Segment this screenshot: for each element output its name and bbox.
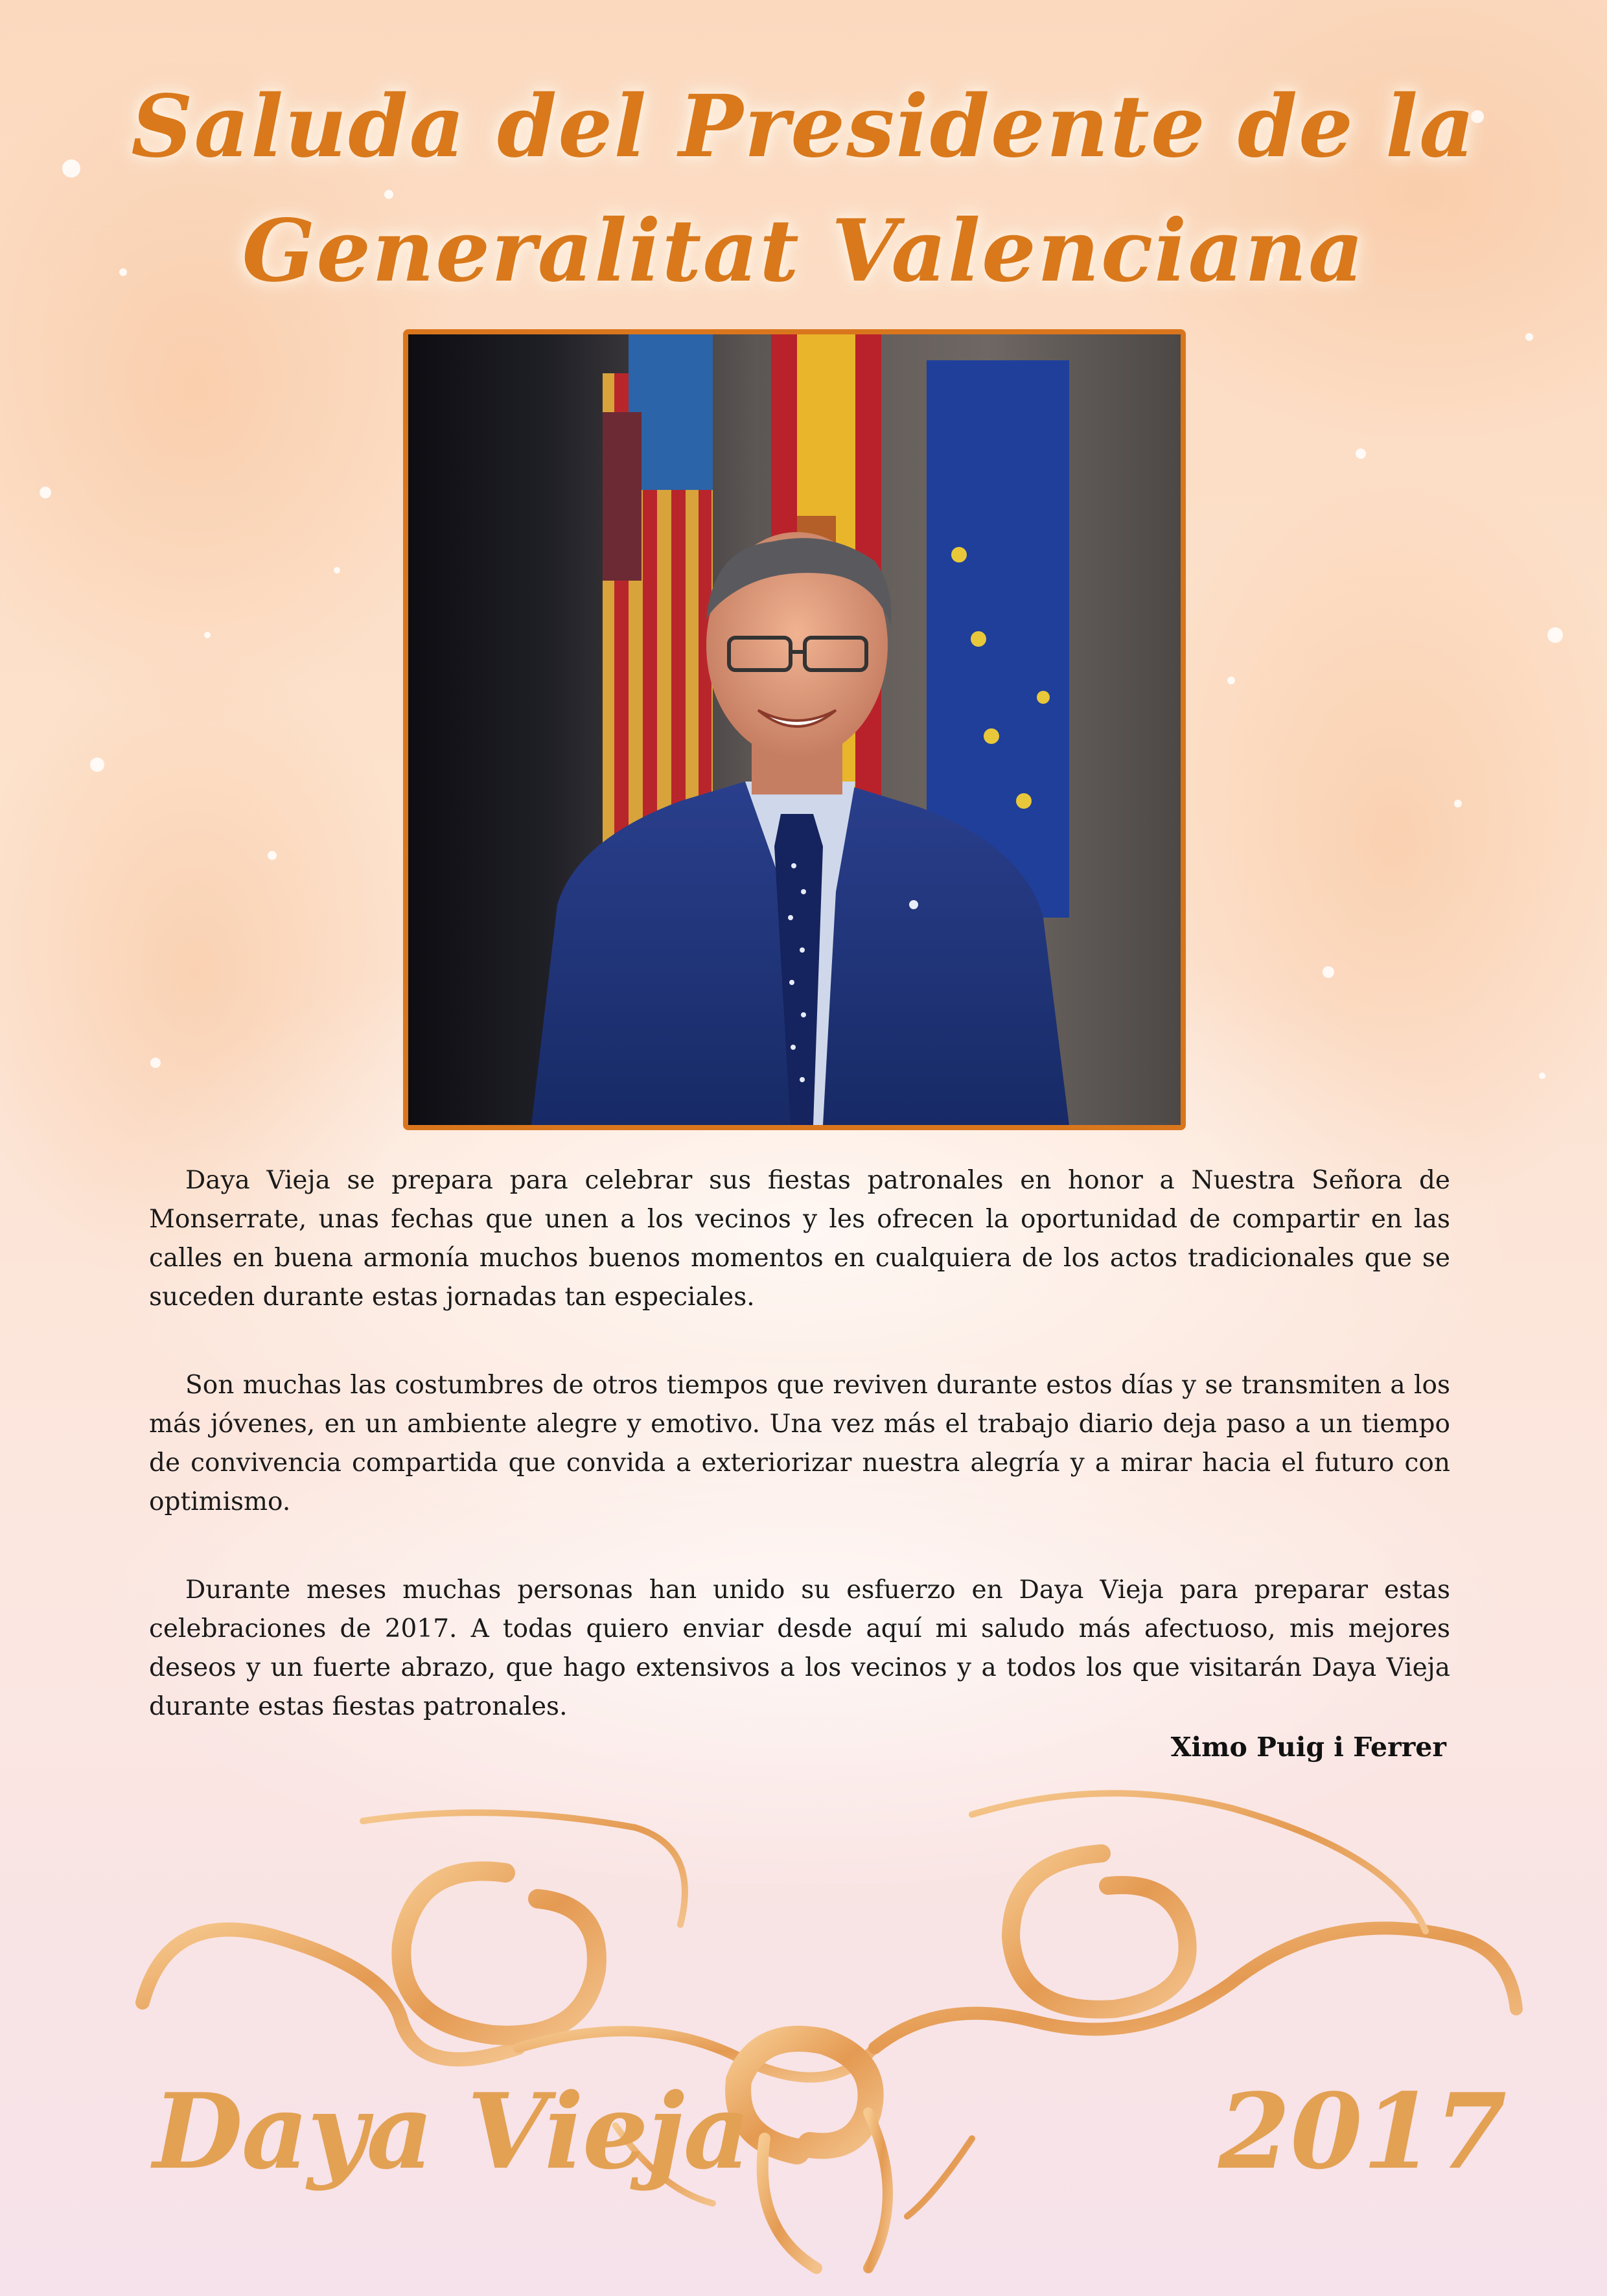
body-paragraph-2 (149, 1366, 1450, 1522)
page-title-line-1: Saluda del Presidente de la (131, 76, 1476, 177)
paragraph-text: Durante meses muchas personas han unido su esfuerzo en Daya Vieja para preparar estas celebraciones de 2017. A todas quiero enviar desde aquí mi saludo más afectuoso, mis mejores deseos y un fuerte abrazo, que hago extensivos a los vecinos y a todos los que visitarán Daya Vieja durante estas fiestas patronales. (149, 1575, 1450, 1721)
decorative-swirl-ornament (0, 1776, 1607, 2296)
portrait-photo (403, 329, 1186, 1130)
paragraph-text: Son muchas las costumbres de otros tiempos que reviven durante estos días y se transmiten a los más jóvenes, en un ambiente alegre y emotivo. Una vez más el trabajo diario deja paso a un tiempo de convivencia compartida que convida a exteriorizar nuestra alegría y a mirar hacia el futuro con optimismo. (149, 1371, 1450, 1516)
paragraph-text: Daya Vieja se prepara para celebrar sus fiestas patronales en honor a Nuestra Señora de Monserrate, unas fechas que unen a los vecinos y les ofrecen la oportunidad de compartir en las calles en buena armonía muchos buenos momentos en cualquiera de los actos tradicionales que se suceden durante estas jornadas tan especiales. (149, 1166, 1450, 1312)
page-title-line-2: Generalitat Valenciana (242, 201, 1365, 301)
body-paragraph-1 (149, 1161, 1450, 1317)
body-paragraph-3 (149, 1571, 1450, 1726)
footer-year: 2017 (1218, 2070, 1507, 2192)
signature: Ximo Puig i Ferrer (1170, 1732, 1446, 1763)
footer-town-name: Daya Vieja (153, 2070, 750, 2192)
